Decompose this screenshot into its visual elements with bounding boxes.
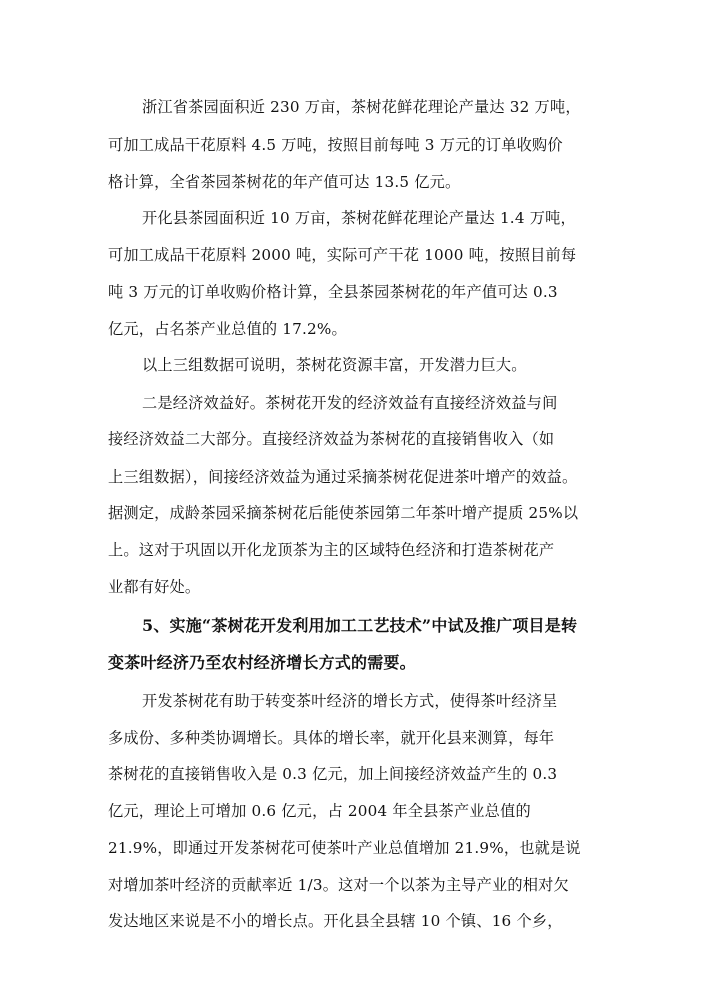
section-heading-line-2: 变茶叶经济乃至农村经济增长方式的需要。: [108, 653, 416, 672]
paragraph-2-line-3: 吨 3 万元的订单收购价格计算，全县茶园茶树花的年产值可达 0.3: [108, 283, 558, 301]
paragraph-3-line-1: 以上三组数据可说明，茶树花资源丰富，开发潜力巨大。: [142, 356, 527, 374]
paragraph-5-line-3: 茶树花的直接销售收入是 0.3 亿元，加上间接经济效益产生的 0.3: [108, 765, 558, 783]
paragraph-4-line-4: 据测定，成龄茶园采摘茶树花后能使茶园第二年茶叶增产提质 25%以: [108, 504, 579, 522]
paragraph-5-line-4: 亿元，理论上可增加 0.6 亿元，占 2004 年全县茶产业总值的: [108, 802, 531, 820]
paragraph-2-line-4: 亿元，占名茶产业总值的 17.2%。: [108, 320, 347, 338]
paragraph-1-line-2: 可加工成品干花原料 4.5 万吨，按照目前每吨 3 万元的订单收购价: [108, 136, 563, 154]
paragraph-4-line-6: 业都有好处。: [108, 578, 201, 596]
paragraph-4-line-1: 二是经济效益好。茶树花开发的经济效益有直接经济效益与间: [142, 394, 558, 412]
paragraph-5-line-7: 发达地区来说是不小的增长点。开化县全县辖 10 个镇、16 个乡，: [108, 912, 563, 930]
paragraph-2-line-1: 开化县茶园面积近 10 万亩，茶树花鲜花理论产量达 1.4 万吨，: [142, 209, 576, 227]
paragraph-5-line-5: 21.9%，即通过开发茶树花可使茶叶产业总值增加 21.9%，也就是说: [108, 839, 581, 857]
paragraph-5-line-2: 多成份、多种类协调增长。具体的增长率，就开化县来测算，每年: [108, 729, 555, 747]
paragraph-4-line-3: 上三组数据），间接经济效益为通过采摘茶树花促进茶叶增产的效益。: [108, 468, 578, 486]
paragraph-5-line-6: 对增加茶叶经济的贡献率近 1/3。这对一个以茶为主导产业的相对欠: [108, 876, 569, 894]
section-heading-line-1: 5、实施“茶树花开发利用加工工艺技术”中试及推广项目是转: [142, 616, 578, 635]
paragraph-2-line-2: 可加工成品干花原料 2000 吨，实际可产干花 1000 吨，按照目前每: [108, 246, 577, 264]
paragraph-1-line-1: 浙江省茶园面积近 230 万亩，茶树花鲜花理论产量达 32 万吨，: [142, 98, 581, 116]
paragraph-4-line-5: 上。这对于巩固以开化龙顶茶为主的区域特色经济和打造茶树花产: [108, 541, 555, 559]
paragraph-4-line-2: 接经济效益二大部分。直接经济效益为茶树花的直接销售收入（如: [108, 430, 555, 448]
paragraph-1-line-3: 格计算，全省茶园茶树花的年产值可达 13.5 亿元。: [108, 173, 461, 191]
paragraph-5-line-1: 开发茶树花有助于转变茶叶经济的增长方式，使得茶叶经济呈: [142, 692, 558, 710]
